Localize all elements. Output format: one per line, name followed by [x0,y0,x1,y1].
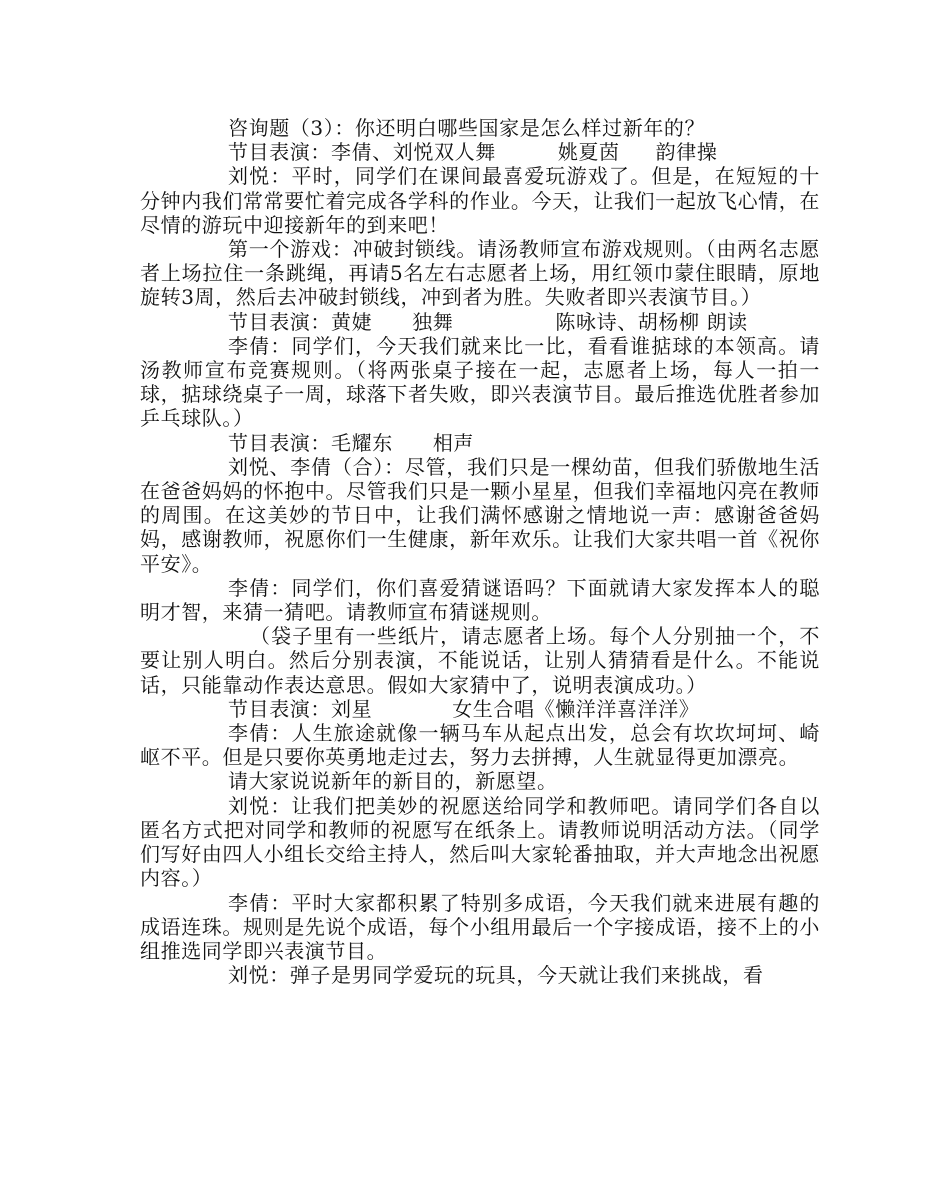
program-item: 韵律操 [655,140,718,165]
paragraph-life-journey: 李倩：人生旅途就像一辆马车从起点出发，总会有坎坎坷坷、崎岖不平。但是只要你英勇地走过去，努力去拼搏，人生就显得更加漂亮。 [140,721,820,770]
program-item: 女生合唱《懒洋洋喜洋洋》 [452,696,700,721]
paragraph-riddle-rules: （袋子里有一些纸片，请志愿者上场。每个人分别抽一个，不要让别人明白。然后分别表演，不能说话，让别人猜猜看是什么。不能说话，只能靠动作表达意思。假如大家猜中了，说明表演成功。） [140,624,820,697]
program-line-crosstalk [140,431,820,455]
program-item: 独舞 [412,309,454,334]
program-item: 节目表演：李倩、刘悦双人舞 [228,140,496,165]
program-item: 节目表演：毛耀东 [228,430,393,455]
program-item: 陈咏诗、胡杨柳 朗读 [555,309,748,334]
paragraph-marbles: 刘悦：弹子是男同学爱玩的玩具，今天就让我们来挑战，看 [228,963,764,988]
program-item: 相声 [432,430,475,455]
program-line-solo-dance [140,310,820,334]
paragraph-idioms: 李倩：平时大家都积累了特别多成语，今天我们就来进展有趣的成语连珠。规则是先说个成语，每个小组用最后一个字接成语，接不上的小组推选同学即兴表演节目。 [140,890,820,963]
program-item: 姚夏茵 [557,140,620,165]
paragraph-liuyue-games: 刘悦：平时，同学们在课间最喜爱玩游戏了。但是，在短短的十分钟内我们常常要忙着完成各学科的作业。今天，让我们一起放飞心情，在尽情的游玩中迎接新年的到来吧！ [140,164,820,237]
document-body [140,116,820,987]
program-item: 节目表演：刘星 [228,696,373,721]
paragraph-new-year-wishes: 请大家说说新年的新目的，新愿望。 [228,769,558,794]
paragraph-blessings: 刘悦：让我们把美妙的祝愿送给同学和教师吧。请同学们各自以匿名方式把对同学和教师的祝愿写在纸条上。请教师说明活动方法。（同学们写好由四人小组长交给主持人，然后叫大家轮番抽取，并大声地念出祝愿内容。） [140,793,820,891]
program-line-dance [140,140,820,164]
program-line-chorus [140,697,820,721]
paragraph-riddles: 李倩：同学们，你们喜爱猜谜语吗？下面就请大家发挥本人的聪明才智，来猜一猜吧。请教师宣布猜谜规则。 [140,575,820,625]
paragraph-first-game: 第一个游戏：冲破封锁线。请汤教师宣布游戏规则。（由两名志愿者上场拉住一条跳绳，再请5名左右志愿者上场，用红领巾蒙住眼睛，原地旋转3周，然后去冲破封锁线，冲到者为胜。失败者即兴表演节目。） [140,237,820,310]
paragraph-liqian-ball: 李倩：同学们，今天我们就来比一比，看看谁掂球的本领高。请汤教师宣布竞赛规则。（将两张桌子接在一起，志愿者上场，每人一拍一球，掂球绕桌子一周，球落下者失败，即兴表演节目。最后推选优胜者参加乒乓球队。） [140,333,820,431]
paragraph-question-3: 咨询题（3）：你还明白哪些国家是怎么样过新年的？ [228,116,706,140]
paragraph-together: 刘悦、李倩（合）：尽管，我们只是一棵幼苗，但我们骄傲地生活在爸爸妈妈的怀抱中。尽管我们只是一颗小星星，但我们幸福地闪亮在教师的周围。在这美妙的节日中，让我们满怀感谢之情地说一声：感谢爸爸妈妈，感谢教师，祝愿你们一生健康，新年欢乐。让我们大家共唱一首《祝你平安》。 [140,454,820,576]
program-item: 节目表演：黄婕 [228,309,373,334]
